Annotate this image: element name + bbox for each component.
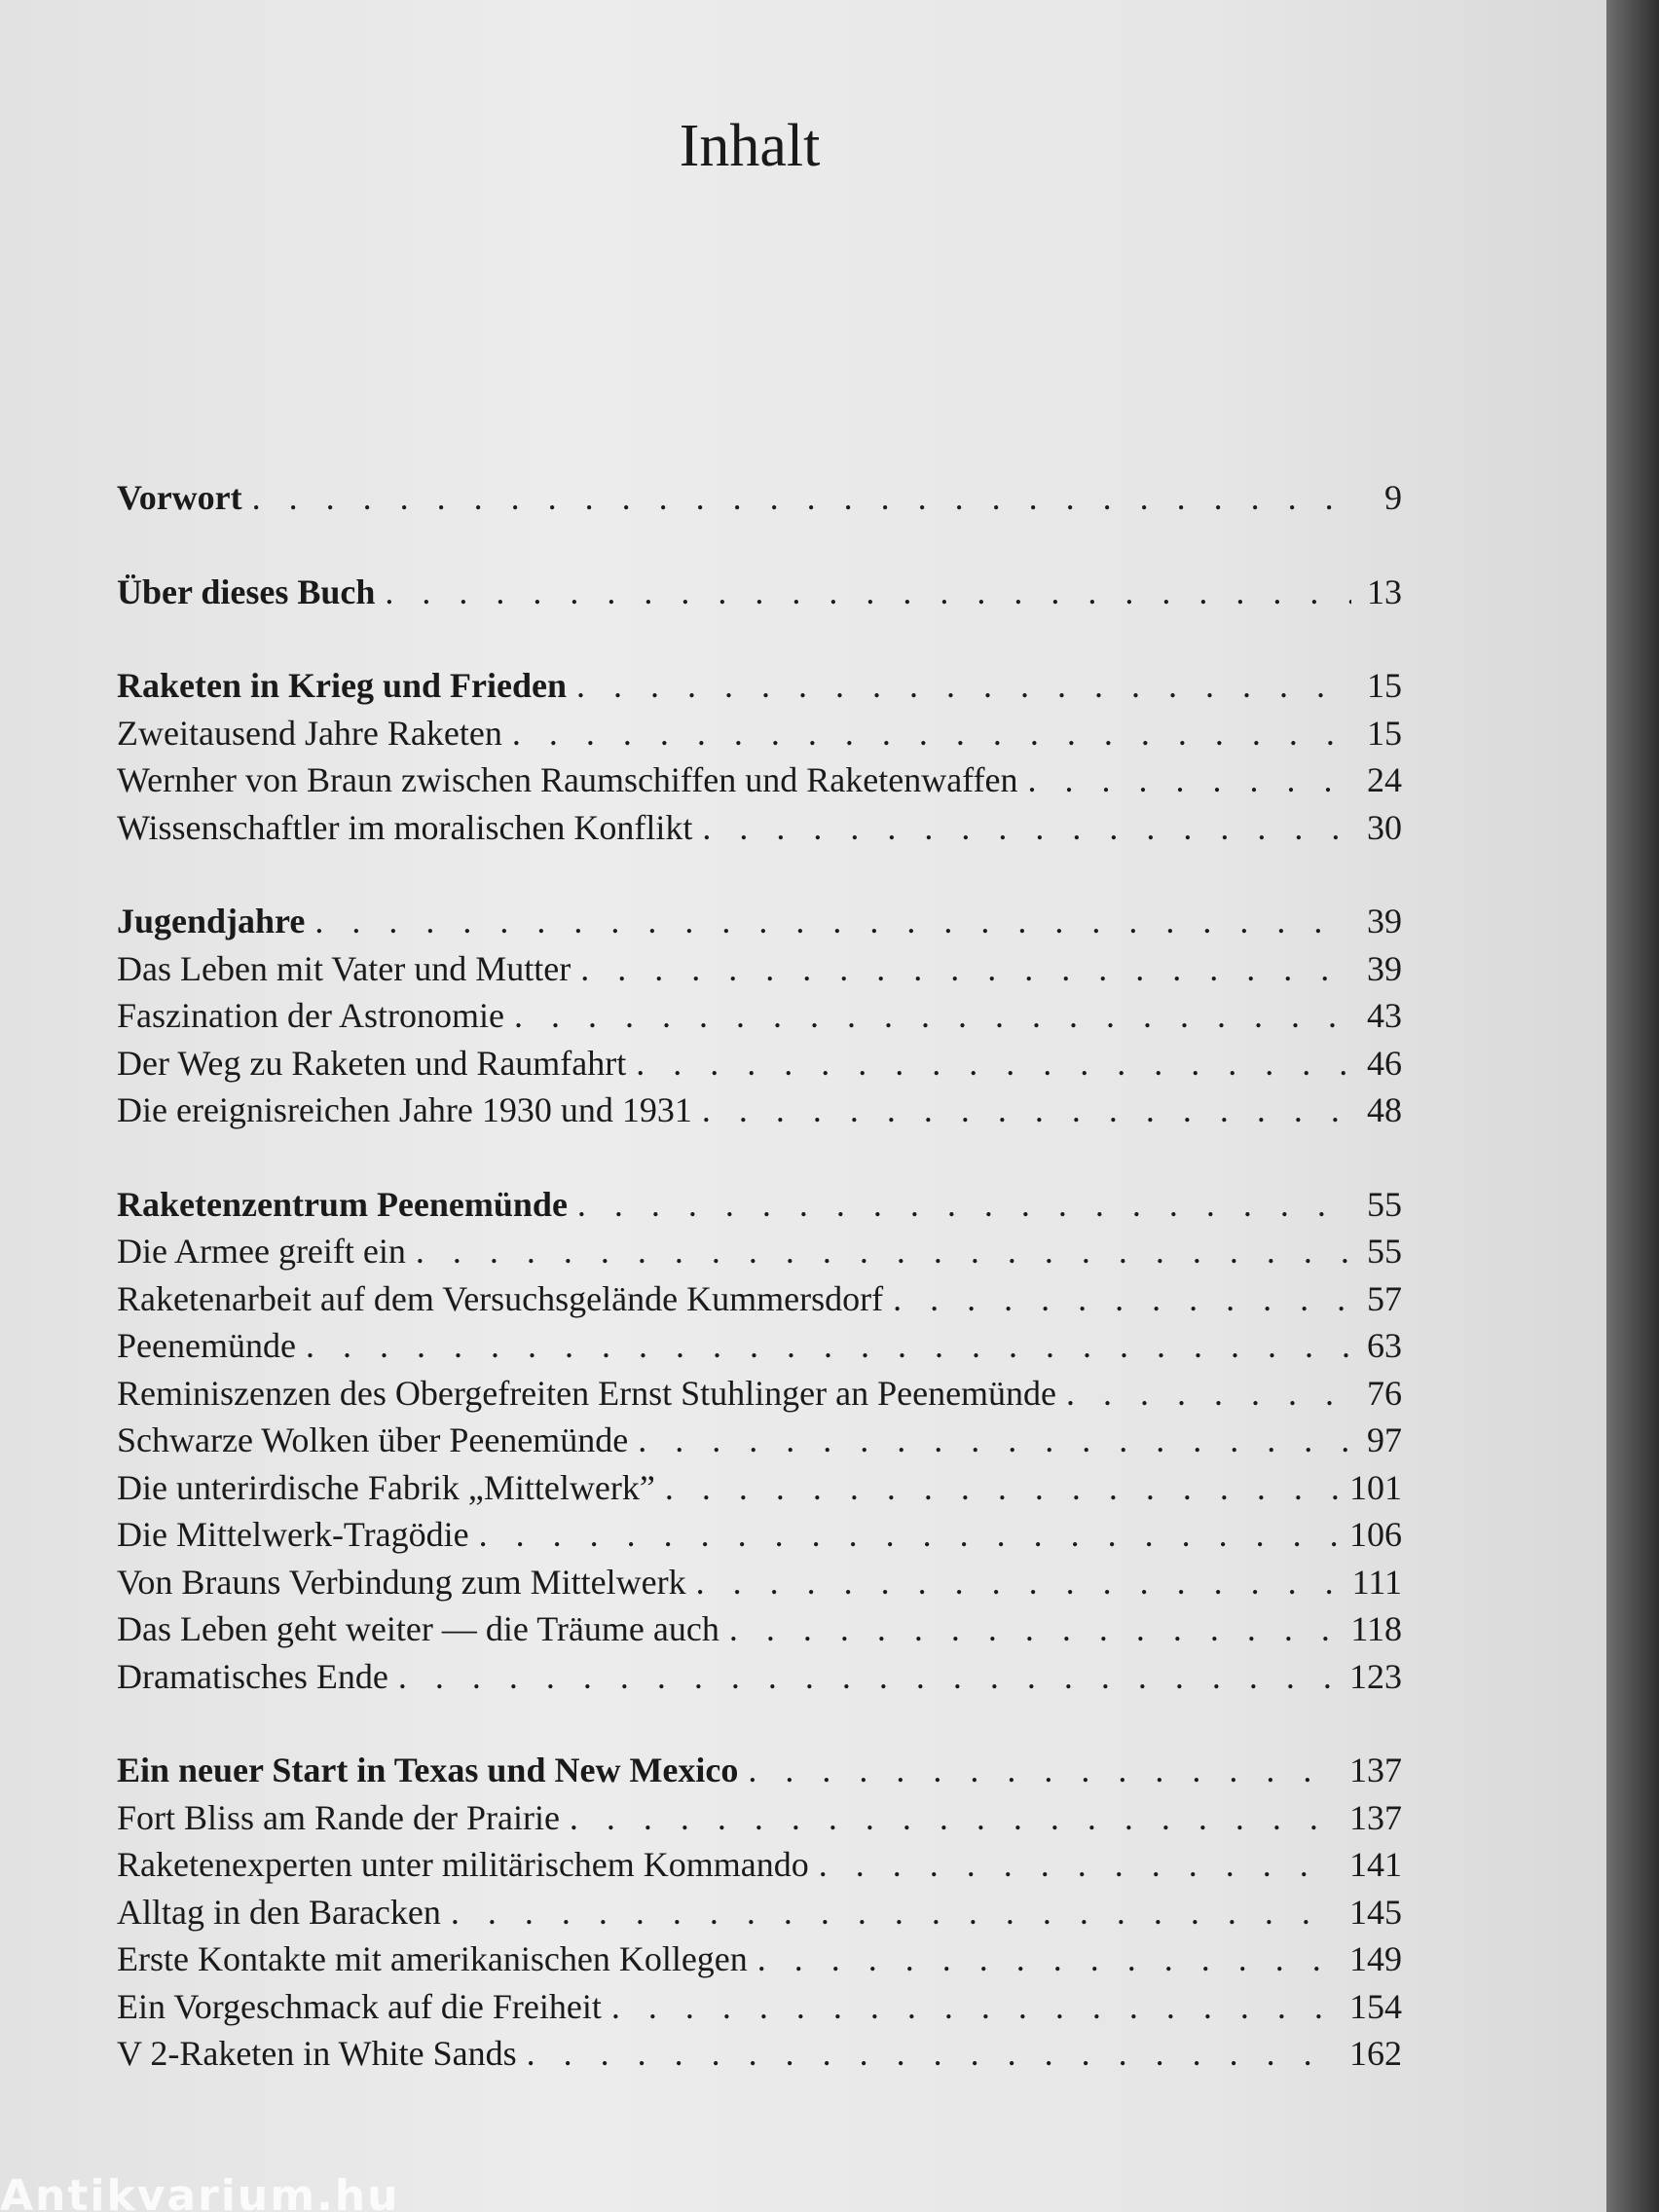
toc-section	[117, 1986, 1402, 2034]
toc-page-number: 162	[1349, 2034, 1402, 2073]
toc-section	[117, 1562, 1402, 1609]
toc-section	[117, 1043, 1402, 1090]
toc-section	[117, 1278, 1402, 1326]
toc-section	[117, 948, 1402, 996]
toc-entry-title: Zweitausend Jahre Raketen	[117, 713, 502, 753]
toc-entry-title: Raketenarbeit auf dem Versuchsgelände Kummersdorf	[117, 1278, 884, 1318]
show-through-text	[837, 146, 1606, 530]
toc-page-number: 97	[1367, 1420, 1402, 1459]
toc-entry-title: Das Leben mit Vater und Mutter	[117, 948, 571, 988]
toc-section	[117, 1467, 1402, 1515]
leader-dots	[1017, 759, 1351, 800]
toc-chapter	[117, 901, 1402, 948]
leader-dots	[719, 1608, 1340, 1649]
book-page-edge	[1606, 0, 1659, 2212]
toc-section	[117, 1844, 1402, 1892]
table-of-contents	[117, 477, 1402, 2081]
toc-chapter	[117, 571, 1402, 619]
toc-page-number: 118	[1350, 1609, 1402, 1648]
toc-page-number: 55	[1367, 1184, 1402, 1224]
toc-entry-title: Der Weg zu Raketen und Raumfahrt	[117, 1043, 627, 1083]
leader-dots	[692, 807, 1351, 848]
toc-section	[117, 1656, 1402, 1704]
toc-section	[117, 2033, 1402, 2081]
leader-dots	[738, 1750, 1338, 1790]
leader-dots	[441, 1892, 1338, 1933]
toc-chapter	[117, 665, 1402, 713]
toc-section	[117, 1419, 1402, 1467]
leader-dots	[748, 1938, 1338, 1979]
leader-dots	[602, 1986, 1338, 2027]
toc-section	[117, 1938, 1402, 1986]
toc-section	[117, 1373, 1402, 1420]
toc-entry-title: Reminiszenzen des Obergefreiten Ernst Stuhlinger an Peenemünde	[117, 1373, 1057, 1413]
leader-dots	[406, 1231, 1351, 1272]
leader-dots	[388, 1656, 1338, 1697]
toc-page-number: 145	[1349, 1892, 1402, 1932]
leader-dots	[560, 1797, 1338, 1838]
toc-entry-title: Peenemünde	[117, 1326, 296, 1365]
toc-page-number: 46	[1367, 1043, 1402, 1083]
toc-entry-title: Raketen in Krieg und Frieden	[117, 666, 568, 705]
toc-entry-title: Fort Bliss am Rande der Prairie	[117, 1797, 560, 1837]
toc-section	[117, 807, 1402, 855]
toc-entry-title: Schwarze Wolken über Peenemünde	[117, 1420, 629, 1459]
toc-page-number: 106	[1349, 1515, 1402, 1554]
leader-dots	[567, 665, 1351, 706]
leader-dots	[686, 1562, 1341, 1603]
leader-dots	[502, 713, 1351, 754]
leader-dots	[655, 1467, 1338, 1508]
toc-chapter	[117, 477, 1402, 525]
toc-page-number: 15	[1367, 713, 1402, 753]
toc-entry-title: V 2-Raketen in White Sands	[117, 2034, 517, 2073]
leader-dots	[504, 995, 1351, 1036]
toc-entry-title: Die unterirdische Fabrik „Mittelwerk”	[117, 1467, 655, 1507]
leader-dots	[626, 1043, 1351, 1084]
leader-dots	[692, 1089, 1351, 1130]
toc-entry-title: Wissenschaftler im moralischen Konflikt	[117, 807, 693, 847]
toc-page-number: 15	[1367, 666, 1402, 705]
toc-page-number: 123	[1349, 1656, 1402, 1696]
toc-page-number: 24	[1367, 760, 1402, 799]
toc-page-number: 63	[1367, 1326, 1402, 1365]
toc-page-number: 111	[1351, 1562, 1402, 1602]
toc-entry-title: Die Armee greift ein	[117, 1232, 406, 1271]
watermark: Antikvarium.hu	[0, 2171, 400, 2212]
toc-entry-title: Dramatisches Ende	[117, 1656, 388, 1696]
leader-dots	[469, 1514, 1338, 1555]
toc-page-number: 154	[1349, 1986, 1402, 2026]
leader-dots	[375, 571, 1351, 612]
toc-entry-title: Raketenexperten unter militärischem Kommando	[117, 1845, 809, 1884]
toc-section	[117, 1797, 1402, 1845]
toc-page-number: 57	[1367, 1278, 1402, 1318]
toc-section	[117, 1089, 1402, 1137]
page-title: Inhalt	[679, 113, 821, 179]
toc-entry-title: Über dieses Buch	[117, 571, 376, 611]
toc-chapter	[117, 1184, 1402, 1232]
toc-entry-title: Ein Vorgeschmack auf die Freiheit	[117, 1986, 602, 2026]
leader-dots	[883, 1278, 1351, 1319]
toc-section	[117, 1325, 1402, 1373]
toc-section	[117, 713, 1402, 760]
toc-page-number: 39	[1367, 902, 1402, 940]
toc-entry-title: Faszination der Astronomie	[117, 996, 504, 1035]
toc-entry-title: Alltag in den Baracken	[117, 1892, 441, 1932]
toc-page-number: 39	[1367, 948, 1402, 988]
toc-page-number: 55	[1367, 1232, 1402, 1271]
toc-entry-title: Jugendjahre	[117, 902, 306, 940]
toc-chapter	[117, 1750, 1402, 1797]
toc-page-number: 76	[1367, 1373, 1402, 1413]
toc-entry-title: Die ereignisreichen Jahre 1930 und 1931	[117, 1090, 692, 1129]
toc-section	[117, 1608, 1402, 1656]
toc-page-number: 141	[1349, 1845, 1402, 1884]
toc-entry-title: Wernher von Braun zwischen Raumschiffen und Raketenwaffen	[117, 760, 1018, 799]
toc-page-number: 30	[1367, 807, 1402, 847]
leader-dots	[571, 948, 1351, 989]
toc-entry-title: Ein neuer Start in Texas und New Mexico	[117, 1751, 739, 1789]
toc-entry-title: Vorwort	[117, 478, 242, 517]
leader-dots	[242, 477, 1351, 518]
leader-dots	[305, 901, 1351, 941]
leader-dots	[517, 2033, 1338, 2074]
toc-page-number: 48	[1367, 1090, 1402, 1129]
toc-section	[117, 759, 1402, 807]
toc-section	[117, 1231, 1402, 1278]
toc-section	[117, 1514, 1402, 1562]
toc-page-number: 137	[1349, 1797, 1402, 1837]
leader-dots	[628, 1419, 1351, 1460]
toc-page-number: 9	[1384, 478, 1402, 517]
toc-entry-title: Raketenzentrum Peenemünde	[117, 1184, 568, 1224]
toc-entry-title: Von Brauns Verbindung zum Mittelwerk	[117, 1562, 686, 1602]
toc-section	[117, 1892, 1402, 1939]
toc-page-number: 137	[1349, 1751, 1402, 1789]
toc-page-number: 13	[1367, 571, 1402, 611]
leader-dots	[568, 1184, 1351, 1225]
toc-entry-title: Die Mittelwerk-Tragödie	[117, 1515, 469, 1554]
toc-entry-title: Erste Kontakte mit amerikanischen Kollegen	[117, 1939, 748, 1978]
toc-page-number: 149	[1349, 1939, 1402, 1978]
toc-page-number: 101	[1349, 1467, 1402, 1507]
toc-entry-title: Das Leben geht weiter — die Träume auch	[117, 1609, 719, 1648]
leader-dots	[1056, 1373, 1351, 1414]
leader-dots	[809, 1844, 1338, 1885]
toc-section	[117, 995, 1402, 1043]
leader-dots	[296, 1325, 1351, 1366]
toc-page-number: 43	[1367, 996, 1402, 1035]
